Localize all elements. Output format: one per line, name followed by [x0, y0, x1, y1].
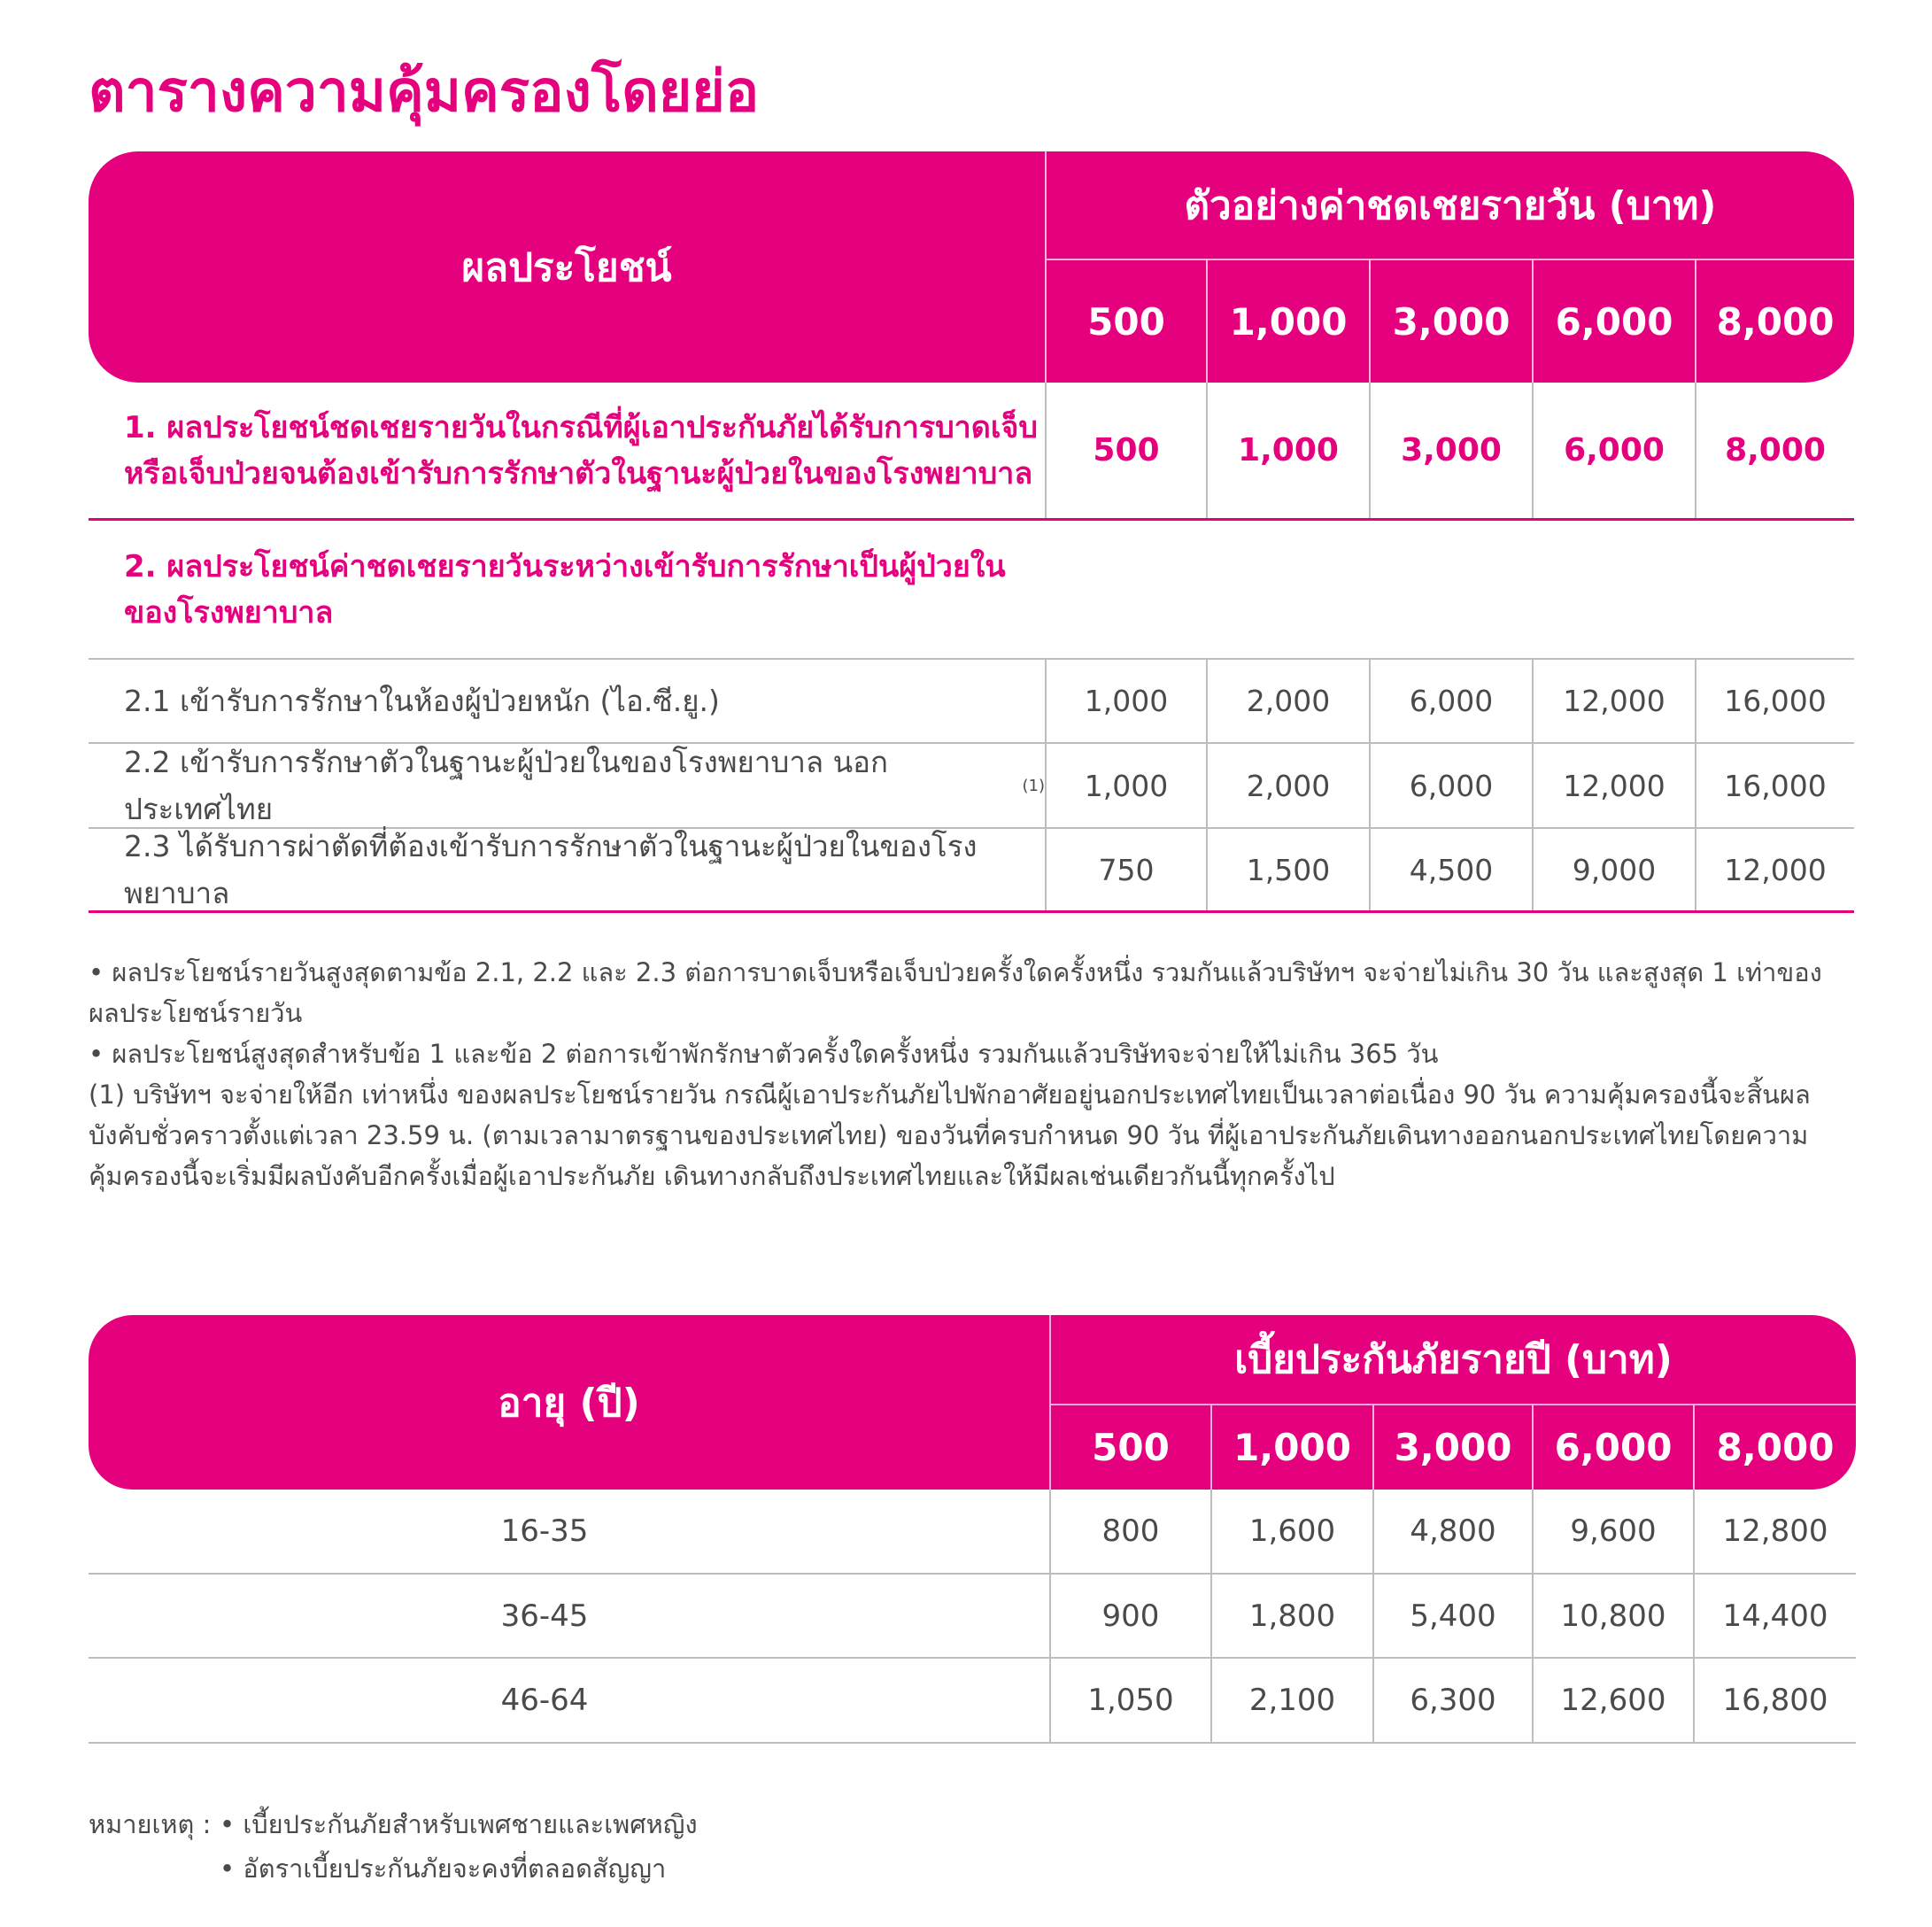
note-item: • ผลประโยชน์รายวันสูงสุดตามข้อ 2.1, 2.2 และ 2.3 ต่อการบาดเจ็บหรือเจ็บป่วยครั้งใดครั้งหนึ่ง รวมกันแล้วบริษัทฯ จะจ่ายไม่เกิน 30 วัน และสูงสุด 1 เท่าของผลประโยชน์รายวัน: [89, 957, 1822, 1028]
sub-row-value: 6,000: [1409, 684, 1494, 718]
sub-row-value: 12,000: [1724, 852, 1827, 887]
sub-row-value: 1,000: [1084, 684, 1169, 718]
page-title: ตารางความคุ้มครองโดยย่อ: [89, 59, 760, 125]
annual-premium-header: เบี้ยประกันภัยรายปี (บาท): [1234, 1337, 1673, 1382]
premium-value: 900: [1101, 1598, 1160, 1634]
benefit-2-line2: ของโรงพยาบาล: [124, 594, 334, 631]
sub-row-value: 2,000: [1246, 768, 1331, 803]
benefit-header: ผลประโยชน์: [461, 244, 672, 290]
remark-label: หมายเหตุ :: [89, 1809, 212, 1839]
footnote-marker: (1): [1022, 776, 1045, 795]
benefit-1-value: 8,000: [1725, 432, 1826, 468]
coverage-table: [89, 151, 1854, 910]
premium-value: 1,600: [1248, 1513, 1336, 1549]
benefit-1-value: 3,000: [1401, 432, 1502, 468]
premium-value: 800: [1101, 1513, 1160, 1549]
premium-value: 1,050: [1087, 1683, 1174, 1718]
age-range: 36-45: [500, 1598, 589, 1634]
sub-row-value: 12,000: [1563, 684, 1665, 718]
daily-compensation-header: ตัวอย่างค่าชดเชยรายวัน (บาท): [1184, 182, 1717, 228]
benefit-2-line1: 2. ผลประโยชน์ค่าชดเชยรายวันระหว่างเข้ารับการรักษาเป็นผู้ป่วยใน: [124, 548, 1006, 584]
table-bottom-rule: [89, 910, 1854, 913]
sub-row-value: 6,000: [1409, 768, 1494, 803]
benefit-1-line1: 1. ผลประโยชน์ชดเชยรายวันในกรณีที่ผู้เอาประกันภัยได้รับการบาดเจ็บ: [124, 409, 1038, 445]
premium-value: 2,100: [1248, 1683, 1336, 1718]
premium-row: [89, 1659, 1856, 1742]
premium-value: 6,300: [1410, 1683, 1496, 1718]
sub-row-2-2: [89, 744, 1854, 827]
coverage-table-header: [89, 151, 1854, 383]
note-item: • ผลประโยชน์สูงสุดสำหรับข้อ 1 และข้อ 2 ต่อการเข้าพักรักษาตัวครั้งใดครั้งหนึ่ง รวมกันแล้วบริษัทจะจ่ายให้ไม่เกิน 365 วัน: [89, 1039, 1439, 1069]
sub-row-value: 16,000: [1724, 768, 1827, 803]
sub-row-value: 9,000: [1572, 852, 1657, 887]
amount-header: 3,000: [1392, 299, 1511, 344]
premium-table: [89, 1315, 1856, 1718]
sub-row-2-1: [89, 660, 1854, 742]
premium-value: 9,600: [1570, 1513, 1657, 1549]
premium-row: [89, 1490, 1856, 1573]
sub-row-value: 1,000: [1084, 768, 1169, 803]
sub-row-2-3: [89, 829, 1854, 910]
remark-item: • เบี้ยประกันภัยสำหรับเพศชายและเพศหญิง: [220, 1809, 698, 1839]
age-header: อายุ (ปี): [498, 1380, 640, 1426]
benefit-1-line2: หรือเจ็บป่วยจนต้องเข้ารับการรักษาตัวในฐานะผู้ป่วยในของโรงพยาบาล: [124, 455, 1033, 491]
premium-row: [89, 1575, 1856, 1657]
age-range: 16-35: [500, 1513, 589, 1549]
amount-header: 3,000: [1394, 1426, 1512, 1469]
premium-value: 5,400: [1410, 1598, 1496, 1634]
premium-value: 12,600: [1560, 1683, 1666, 1718]
benefit-1-label: [89, 383, 1045, 518]
benefit-1-value: 500: [1093, 432, 1160, 468]
premium-value: 16,800: [1722, 1683, 1828, 1718]
benefit-row-2: [89, 521, 1854, 658]
age-range: 46-64: [500, 1683, 589, 1718]
sub-row-label-text: 2.2 เข้ารับการรักษาตัวในฐานะผู้ป่วยในของโรงพยาบาล นอกประเทศไทย: [124, 745, 888, 826]
sub-row-label: [89, 744, 1045, 827]
coverage-notes: [89, 952, 1851, 1196]
amount-header: 6,000: [1555, 299, 1673, 344]
premium-table-header: [89, 1315, 1856, 1490]
remark-item: • อัตราเบี้ยประกันภัยจะคงที่ตลอดสัญญา: [220, 1853, 667, 1884]
amount-header: 1,000: [1229, 299, 1348, 344]
footnote-1: (1) บริษัทฯ จะจ่ายให้อีก เท่าหนึ่ง ของผลประโยชน์รายวัน กรณีผู้เอาประกันภัยไปพักอาศัยอยู่นอกประเทศไทยเป็นเวลาต่อเนื่อง 90 วัน ความคุ้มครองนี้จะสิ้นผลบังคับชั่วคราวตั้งแต่เวลา 23.59 น. (ตามเวลามาตรฐานของประเทศไทย) ของวันที่ครบกำหนด 90 วัน ที่ผู้เอาประกันภัยเดินทางออกนอกประเทศไทยโดยความคุ้มครองนี้จะเริ่มมีผลบังคับอีกครั้งเมื่อผู้เอาประกันภัย เดินทางกลับถึงประเทศไทยและให้มีผลเช่นเดียวกันนี้ทุกครั้งไป: [89, 1080, 1811, 1191]
sub-row-value: 16,000: [1724, 684, 1827, 718]
amount-header: 500: [1092, 1426, 1170, 1469]
sub-row-value: 2,000: [1246, 684, 1331, 718]
amount-header: 1,000: [1233, 1426, 1351, 1469]
remark: [89, 1802, 698, 1891]
premium-value: 12,800: [1722, 1513, 1828, 1549]
amount-header: 6,000: [1554, 1426, 1673, 1469]
premium-value: 4,800: [1410, 1513, 1496, 1549]
premium-value: 10,800: [1560, 1598, 1666, 1634]
benefit-row-1: [89, 383, 1854, 518]
sub-row-value: 750: [1098, 852, 1155, 887]
amount-header: 8,000: [1716, 299, 1835, 344]
sub-row-value: 4,500: [1409, 852, 1494, 887]
sub-row-value: 12,000: [1563, 768, 1665, 803]
sub-row-value: 1,500: [1246, 852, 1331, 887]
amount-header: 8,000: [1716, 1426, 1835, 1469]
premium-value: 14,400: [1722, 1598, 1828, 1634]
benefit-1-value: 6,000: [1564, 432, 1665, 468]
table-bottom-rule: [89, 1742, 1856, 1744]
amount-header: 500: [1087, 299, 1165, 344]
premium-value: 1,800: [1248, 1598, 1336, 1634]
sub-row-label: 2.1 เข้ารับการรักษาในห้องผู้ป่วยหนัก (ไอ.ซี.ยู.): [124, 684, 720, 718]
sub-row-label: 2.3 ได้รับการผ่าตัดที่ต้องเข้ารับการรักษาตัวในฐานะผู้ป่วยในของโรงพยาบาล: [124, 829, 978, 910]
benefit-2-label: [89, 521, 1240, 658]
benefit-1-value: 1,000: [1238, 432, 1339, 468]
